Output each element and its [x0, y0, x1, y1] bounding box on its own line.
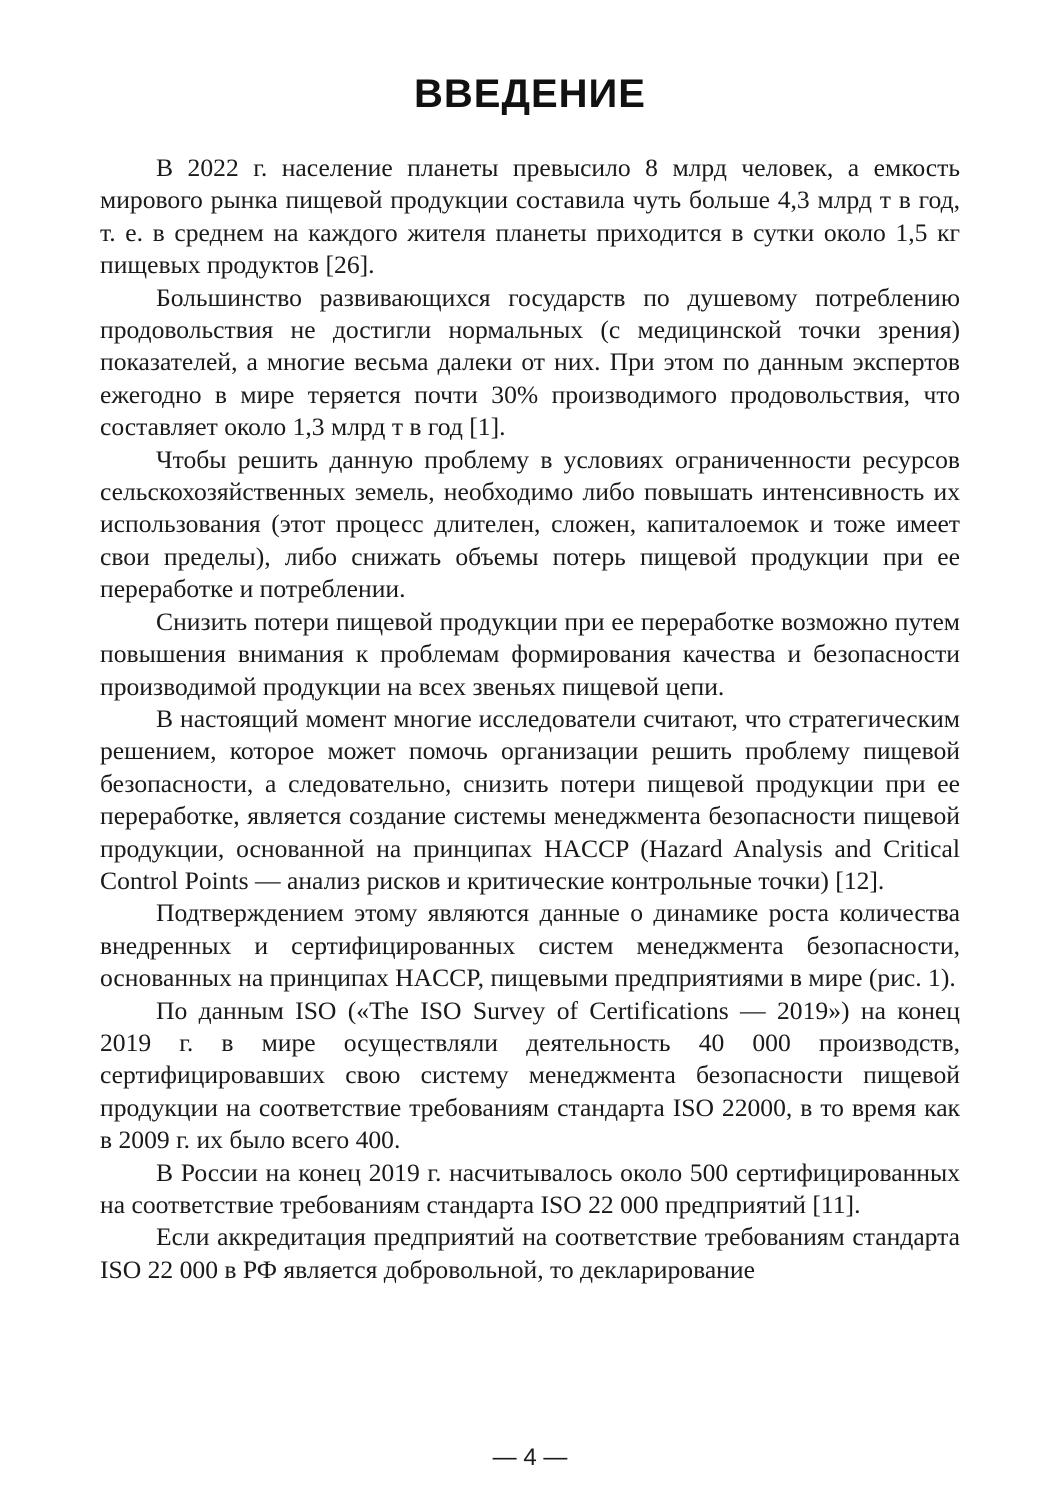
paragraph: Подтверждением этому являются данные о динамике роста количества внедренных и сертифицированных систем менеджмента безопасности, основанных на принципах HACCP, пищевыми предприятиями в мире (рис. 1).	[100, 898, 960, 993]
paragraph: Если аккредитация предприятий на соответствие требованиям стандарта ISO 22 000 в РФ является добровольной, то декларирование	[100, 1222, 960, 1284]
paragraph: Большинство развивающихся государств по душевому потреблению продовольствия не достигли нормальных (с медицинской точки зрения) показателей, а многие весьма далеки от них. При этом по данным экспертов ежегодно в мире теряется почти 30% производимого продовольствия, что составляет около 1,3 млрд т в год [1].	[100, 282, 960, 442]
paragraph: Чтобы решить данную проблему в условиях ограниченности ресурсов сельскохозяйственных земель, необходимо либо повышать интенсивность их использования (этот процесс длителен, сложен, капиталоемок и тоже имеет свои пределы), либо снижать объемы потерь пищевой продукции при ее переработке и потреблении.	[100, 444, 960, 604]
paragraph: В России на конец 2019 г. насчитывалось около 500 сертифицированных на соответствие требованиям стандарта ISO 22 000 предприятий [11].	[100, 1157, 960, 1219]
paragraph: В настоящий момент многие исследователи считают, что стратегическим решением, которое может помочь организации решить проблему пищевой безопасности, а следовательно, снизить потери пищевой продукции при ее переработке, является создание системы менеджмента безопасности пищевой продукции, основанной на принципах HACCP (Hazard Analysis and Critical Control Points — анализ рисков и критические контрольные точки) [12].	[100, 703, 960, 895]
page-number: — 4 —	[492, 1444, 568, 1471]
page-title: ВВЕДЕНИЕ	[414, 72, 646, 116]
paragraph: В 2022 г. население планеты превысило 8 млрд человек, а емкость мирового рынка пищевой продукции составила чуть больше 4,3 млрд т в год, т. е. в среднем на каждого жителя планеты приходится в сутки около 1,5 кг пищевых продуктов [26].	[100, 153, 960, 280]
paragraph: Снизить потери пищевой продукции при ее переработке возможно путем повышения внимания к проблемам формирования качества и безопасности производимой продукции на всех звеньях пищевой цепи.	[100, 606, 960, 701]
body-text	[100, 152, 960, 1286]
paragraph: По данным ISO («The ISO Survey of Certifications — 2019») на конец 2019 г. в мире осуществляли деятельность 40 000 производств, сертифицировавших свою систему менеджмента безопасности пищевой продукции на соответствие требованиям стандарта ISO 22000, в то время как в 2009 г. их было всего 400.	[100, 995, 960, 1155]
